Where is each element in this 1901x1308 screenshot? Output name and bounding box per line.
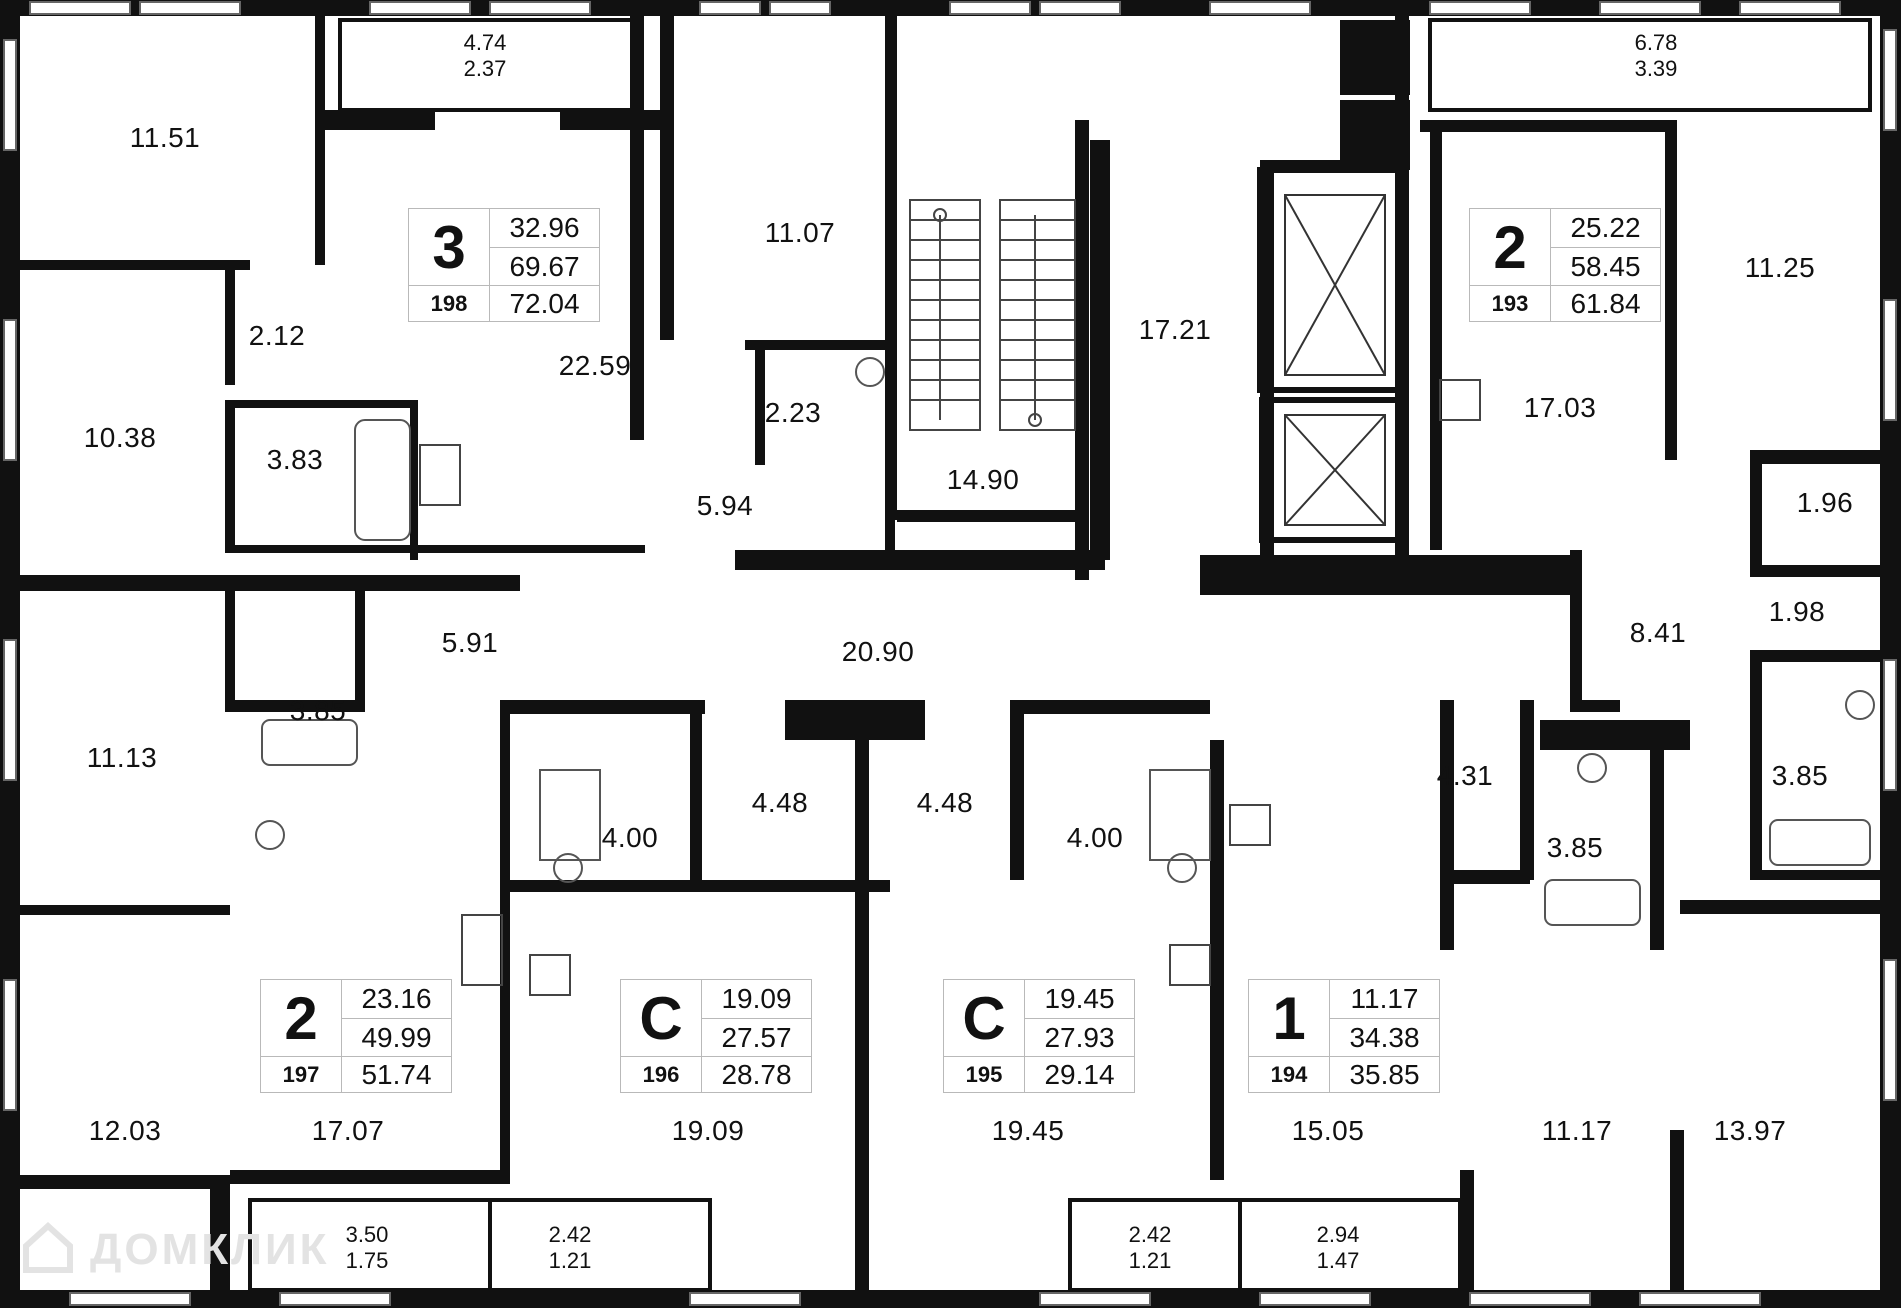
living-area: 25.22 (1550, 209, 1660, 247)
room-area-label: 17.07 (311, 1115, 385, 1146)
living-area: 19.45 (1024, 980, 1134, 1018)
balcony-label (549, 1222, 592, 1274)
room-area-label: 12.03 (88, 1115, 162, 1146)
balcony-area: 6.78 (1634, 30, 1678, 55)
apartment-card-198[interactable] (408, 208, 600, 322)
apartment-card-197[interactable] (260, 979, 452, 1093)
balcony-reduced-area: 1.21 (1128, 1248, 1172, 1273)
room-area-label: 11.07 (764, 217, 836, 248)
total-area: 49.99 (341, 1018, 451, 1056)
balcony-reduced-area: 3.39 (1634, 56, 1678, 81)
room-area-label: 3.83 (266, 444, 324, 475)
room-area-label: 11.25 (1744, 252, 1816, 283)
total-area: 58.45 (1550, 247, 1660, 285)
room-area-label: 11.17 (1541, 1115, 1613, 1146)
room-area-label: 11.51 (129, 122, 201, 153)
room-area-label: 11.13 (86, 742, 158, 773)
room-area-label: 15.05 (1291, 1115, 1365, 1146)
balcony-label (1317, 1222, 1360, 1274)
room-area-label: 4.31 (1436, 760, 1494, 791)
total-area-with-balcony: 35.85 (1329, 1056, 1439, 1092)
total-area: 34.38 (1329, 1018, 1439, 1056)
room-area-label: 10.38 (83, 422, 157, 453)
lift-cabins (1285, 195, 1385, 525)
total-area-with-balcony: 61.84 (1550, 285, 1660, 321)
watermark: ДОМКЛИК (90, 1225, 330, 1274)
room-area-label: 2.23 (764, 397, 822, 428)
balcony-label (346, 1222, 389, 1274)
room-count: C (639, 984, 683, 1052)
total-area-with-balcony: 72.04 (489, 285, 599, 321)
balcony-label (464, 30, 507, 82)
room-count: 1 (1272, 984, 1306, 1052)
room-area-label: 4.48 (916, 787, 974, 818)
room-area-label: 8.41 (1629, 617, 1687, 648)
living-area: 19.09 (701, 980, 811, 1018)
total-area: 27.93 (1024, 1018, 1134, 1056)
apartment-number: 197 (261, 1056, 341, 1092)
balcony-area: 2.42 (548, 1222, 592, 1247)
room-area-label: 17.21 (1138, 314, 1212, 345)
room-area-label: 4.00 (1066, 822, 1124, 853)
apartment-card-194[interactable] (1248, 979, 1440, 1093)
living-area: 11.17 (1329, 980, 1439, 1018)
balcony-area: 4.74 (463, 30, 507, 55)
apartment-card-196[interactable] (620, 979, 812, 1093)
room-count: 2 (284, 984, 318, 1052)
balcony-label (1635, 30, 1678, 82)
balcony-reduced-area: 2.37 (463, 56, 507, 81)
room-area-label: 5.91 (441, 627, 499, 658)
room-area-label: 5.94 (696, 490, 754, 521)
room-area-label: 19.09 (671, 1115, 745, 1146)
room-area-label: 1.98 (1768, 596, 1826, 627)
room-count: 2 (1493, 213, 1527, 281)
balcony-reduced-area: 1.21 (548, 1248, 592, 1273)
room-area-label: 13.97 (1713, 1115, 1787, 1146)
balcony-area: 3.50 (345, 1222, 389, 1247)
house-logo-icon (20, 1220, 76, 1276)
room-area-label: 22.59 (558, 350, 632, 381)
apartment-number: 196 (621, 1056, 701, 1092)
staircase (910, 200, 1075, 430)
total-area-with-balcony: 29.14 (1024, 1056, 1134, 1092)
apartment-number: 195 (944, 1056, 1024, 1092)
windows (4, 2, 1896, 1305)
interior-walls (20, 0, 1890, 1290)
living-area: 32.96 (489, 209, 599, 247)
apartment-number: 198 (409, 285, 489, 321)
room-area-label: 17.03 (1523, 392, 1597, 423)
total-area-with-balcony: 28.78 (701, 1056, 811, 1092)
room-count: 3 (432, 213, 466, 281)
apartment-card-195[interactable] (943, 979, 1135, 1093)
balcony-label (1129, 1222, 1172, 1274)
room-area-label: 3.85 (289, 695, 347, 726)
stair-and-lift-cores (1260, 170, 1405, 540)
room-area-label: 19.45 (991, 1115, 1065, 1146)
total-area: 69.67 (489, 247, 599, 285)
room-area-label: 4.48 (751, 787, 809, 818)
room-area-label: 3.85 (1771, 760, 1829, 791)
living-area: 23.16 (341, 980, 451, 1018)
total-area-with-balcony: 51.74 (341, 1056, 451, 1092)
apartment-number: 193 (1470, 285, 1550, 321)
apartment-number: 194 (1249, 1056, 1329, 1092)
room-area-label: 14.90 (946, 464, 1020, 495)
balcony-area: 2.42 (1128, 1222, 1172, 1247)
room-count: C (962, 984, 1006, 1052)
balcony-reduced-area: 1.75 (345, 1248, 389, 1273)
room-area-label: 1.96 (1796, 487, 1854, 518)
room-area-label: 20.90 (841, 636, 915, 667)
balcony-area: 2.94 (1316, 1222, 1360, 1247)
room-area-label: 2.12 (248, 320, 306, 351)
total-area: 27.57 (701, 1018, 811, 1056)
room-area-label: 4.00 (601, 822, 659, 853)
room-area-label: 3.85 (1546, 832, 1604, 863)
apartment-card-193[interactable] (1469, 208, 1661, 322)
balcony-reduced-area: 1.47 (1316, 1248, 1360, 1273)
